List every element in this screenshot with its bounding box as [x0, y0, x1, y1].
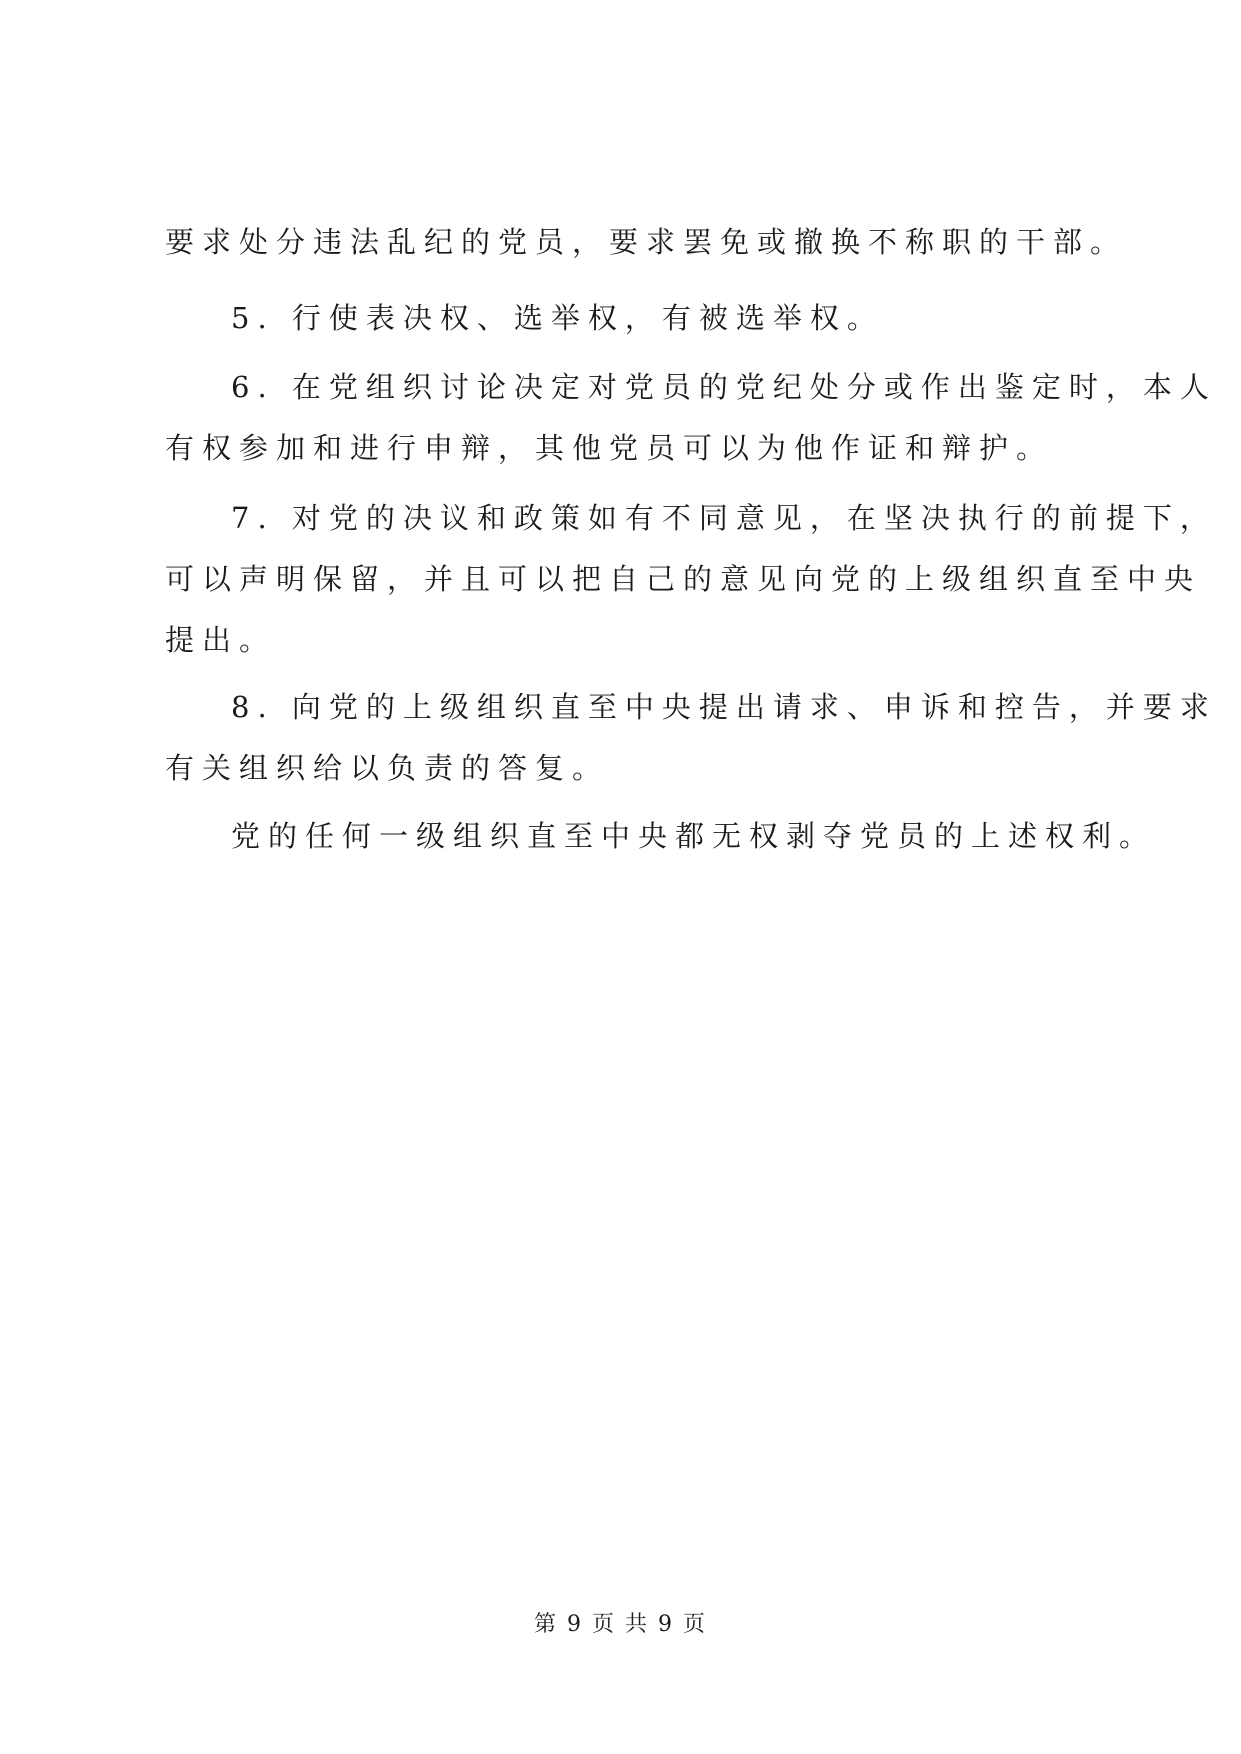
text-line: 党的任何一级组织直至中央都无权剥夺党员的上述权利。	[231, 819, 1157, 853]
text-line: 6. 在党组织讨论决定对党员的党纪处分或作出鉴定时，本人	[231, 370, 1217, 404]
text-line: 要求处分违法乱纪的党员，要求罢免或撤换不称职的干部。	[165, 225, 1128, 259]
text-line: 可以声明保留，并且可以把自己的意见向党的上级组织直至中央	[165, 562, 1202, 596]
text-line: 8. 向党的上级组织直至中央提出请求、申诉和控告，并要求	[231, 690, 1217, 724]
text-line: 7. 对党的决议和政策如有不同意见，在坚决执行的前提下，	[231, 501, 1217, 535]
text-line: 提出。	[165, 623, 277, 657]
text-line: 5. 行使表决权、选举权，有被选举权。	[231, 301, 884, 335]
text-line: 有权参加和进行申辩，其他党员可以为他作证和辩护。	[165, 431, 1054, 465]
text-line: 有关组织给以负责的答复。	[165, 751, 610, 785]
page-number-footer: 第 9 页 共 9 页	[534, 1612, 707, 1637]
